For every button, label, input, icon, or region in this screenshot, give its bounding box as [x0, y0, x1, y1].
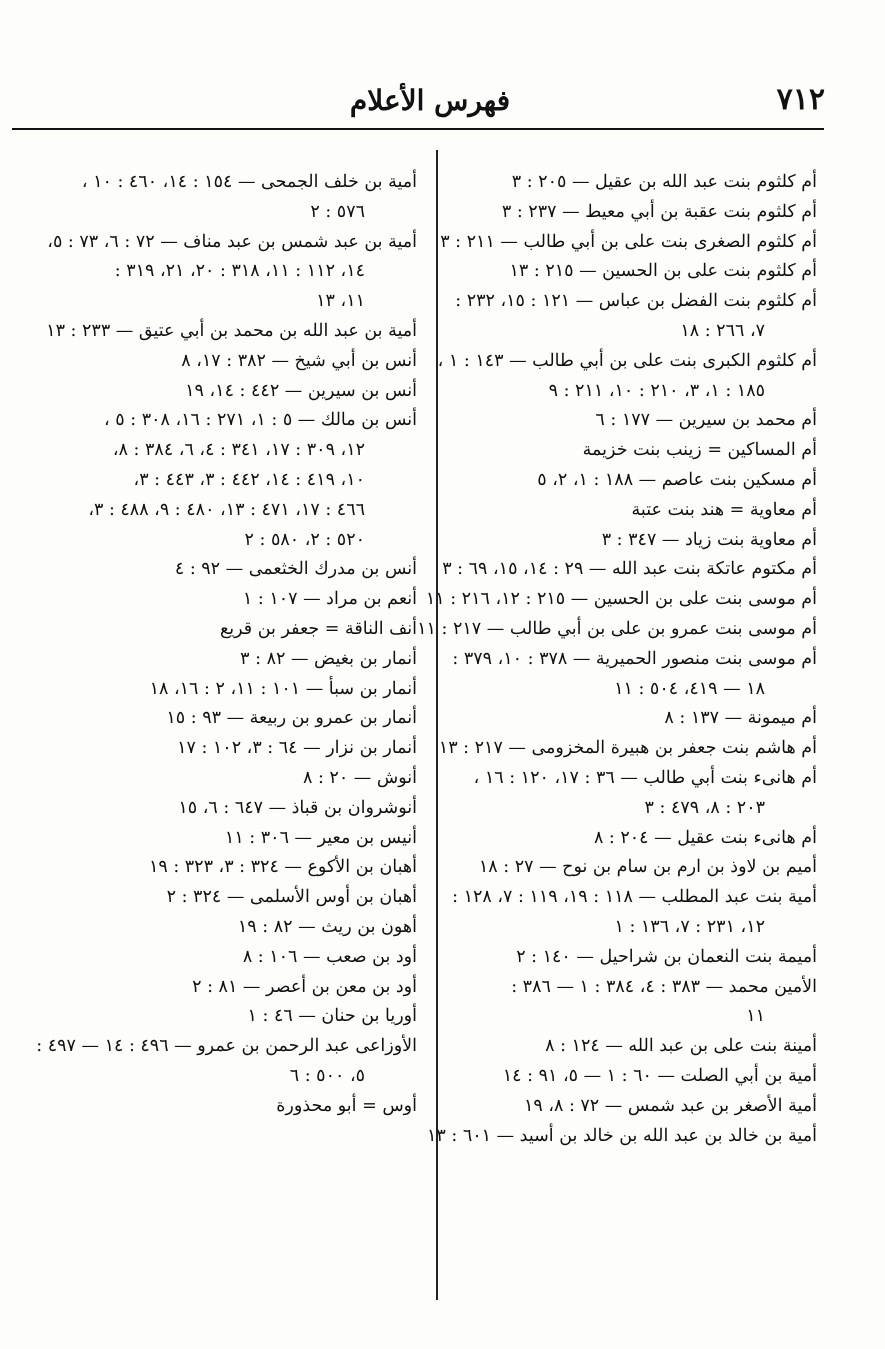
index-entry: أهبان بن الأكوع — ٣٢٤ : ٣، ٣٢٣ : ١٩: [148, 857, 417, 878]
index-entry: أم مسكين بنت عاصم — ١٨٨ : ١، ٢، ٥: [537, 469, 817, 490]
index-entry: أنس بن سيرين — ٤٤٢ : ١٤، ١٩: [185, 380, 417, 401]
index-entry: أود بن صعب — ١٠٦ : ٨: [242, 946, 417, 967]
index-entry: أم كلثوم بنت عقبة بن أبي معيط — ٢٣٧ : ٣: [501, 201, 817, 222]
index-entry-continuation: ١١: [746, 1006, 765, 1027]
index-entry-continuation: ٢٠٣ : ٨، ٤٧٩ : ٣: [644, 797, 765, 818]
index-entry: أنمار بن بغيض — ٨٢ : ٣: [240, 648, 417, 669]
index-entry-continuation: ١٢، ٢٣١ : ٧، ١٣٦ : ١: [614, 916, 765, 937]
index-entry: أم هانىء بنت عقيل — ٢٠٤ : ٨: [593, 827, 817, 848]
index-entry-continuation: ١٢، ٣٠٩ : ١٧، ٣٤١ : ٤، ٦، ٣٨٤ : ٨،: [112, 440, 365, 461]
page-number: ٧١٢: [776, 82, 825, 117]
index-column-right: [417, 168, 817, 1151]
index-entry-continuation: ١٨٥ : ١، ٣، ٢١٠ : ١٠، ٢١١ : ٩: [548, 380, 765, 401]
index-entry: أنمار بن عمرو بن ربيعة — ٩٣ : ١٥: [166, 708, 417, 729]
index-entry: أم موسى بنت على بن الحسين — ٢١٥ : ١٢، ٢١٦ : ١١: [425, 589, 817, 610]
index-entry: أم معاوية = هند بنت عتبة: [631, 499, 817, 520]
index-entry: أنف الناقة = جعفر بن قريع: [219, 618, 417, 639]
index-entry: أمية بن أبي الصلت — ٦٠ : ١ — ٥، ٩١ : ١٤: [502, 1065, 817, 1086]
index-entry: أمية بن عبد الله بن محمد بن أبي عتيق — ٢٣٣ : ١٣: [46, 320, 417, 341]
index-entry: أنيس بن معير — ٣٠٦ : ١١: [224, 827, 417, 848]
index-entry: أنس بن أبي شيخ — ٣٨٢ : ١٧، ٨: [181, 350, 417, 371]
index-entry: أم موسى بنت عمرو بن على بن أبي طالب — ٢١٧ : ١١: [417, 618, 817, 639]
index-entry: أنوشروان بن قباذ — ٦٤٧ : ٦، ١٥: [178, 797, 417, 818]
index-entry: الأوزاعى عبد الرحمن بن عمرو — ٤٩٦ : ١٤ — ٤٩٧ :: [36, 1036, 417, 1057]
index-entry: أم هاشم بنت جعفر بن هبيرة المخزومى — ٢١٧ : ١٣: [438, 738, 817, 759]
index-entry: أنس بن مالك — ٥ : ١، ٢٧١ : ١٦، ٣٠٨ : ٥ ،: [104, 410, 417, 431]
index-column-left: [17, 168, 417, 1122]
index-entry: أنس بن مدرك الخثعمى — ٩٢ : ٤: [174, 559, 417, 580]
index-entry: أوريا بن حنان — ٤٦ : ١: [247, 1006, 417, 1027]
index-entry: الأمين محمد — ٣٨٣ : ٤، ٣٨٤ : ١ — ٣٨٦ :: [511, 976, 817, 997]
index-entry: أم المساكين = زينب بنت خزيمة: [582, 440, 817, 461]
index-entry: أمية بنت عبد المطلب — ١١٨ : ١٩، ١١٩ : ٧، ١٢٨ :: [452, 887, 817, 908]
index-entry: أم كلثوم الكبرى بنت على بن أبي طالب — ١٤٣ : ١ ،: [437, 350, 817, 371]
index-entry-continuation: ١٤، ١١٢ : ١١، ٣١٨ : ٢٠، ٢١، ٣١٩ :: [114, 261, 365, 282]
index-entry: أهون بن ريث — ٨٢ : ١٩: [237, 916, 417, 937]
index-entry: أمية الأصغر بن عبد شمس — ٧٢ : ٨، ١٩: [523, 1095, 817, 1116]
index-entry: أمية بن خالد بن عبد الله بن خالد بن أسيد — ٦٠١ : ١٣: [426, 1125, 817, 1146]
index-entry: أنمار بن نزار — ٦٤ : ٣، ١٠٢ : ١٧: [177, 738, 417, 759]
index-entry: أم كلثوم بنت عبد الله بن عقيل — ٢٠٥ : ٣: [511, 172, 817, 192]
index-entry: أوس = أبو محذورة: [276, 1095, 417, 1116]
index-entry: أم موسى بنت منصور الحميرية — ٣٧٨ : ١٠، ٣٧٩ :: [452, 648, 817, 669]
index-entry: أنوش — ٢٠ : ٨: [302, 767, 417, 788]
page-title: فهرس الأعلام: [349, 84, 511, 117]
header-rule: [12, 128, 824, 130]
index-entry: أنعم بن مراد — ١٠٧ : ١: [242, 589, 417, 610]
index-entry: أنمار بن سبأ — ١٠١ : ١١، ٢ : ١٦، ١٨: [149, 678, 417, 699]
index-entry-continuation: ١١، ١٣: [316, 291, 365, 312]
index-entry-continuation: ١٨ — ٤١٩، ٥٠٤ : ١١: [614, 678, 765, 699]
index-entry: أمية بن عبد شمس بن عبد مناف — ٧٢ : ٦، ٧٣ : ٥،: [47, 231, 417, 252]
index-entry: أميم بن لاوذ بن ارم بن سام بن نوح — ٢٧ : ١٨: [478, 857, 817, 878]
index-entry-continuation: ٧، ٢٦٦ : ١٨: [680, 320, 765, 341]
index-entry: أهبان بن أوس الأسلمى — ٣٢٤ : ٢: [166, 887, 417, 908]
index-entry-continuation: ٥٢٠ : ٢، ٥٨٠ : ٢: [244, 529, 365, 550]
page-header: [0, 0, 885, 140]
index-entry-continuation: ١٠، ٤١٩ : ١٤، ٤٤٢ : ٣، ٤٤٣ : ٣،: [133, 469, 365, 490]
index-entry: أمينة بنت على بن عبد الله — ١٢٤ : ٨: [545, 1036, 817, 1057]
index-entry: أم ميمونة — ١٣٧ : ٨: [664, 708, 817, 729]
index-entry-continuation: ٥٧٦ : ٢: [310, 201, 365, 222]
index-entry: أم مكتوم عاتكة بنت عبد الله — ٢٩ : ١٤، ١٥، ٦٩ : ٣: [442, 559, 817, 580]
index-entry: أميمة بنت النعمان بن شراحيل — ١٤٠ : ٢: [516, 946, 817, 967]
index-entry: أم محمد بن سيرين — ١٧٧ : ٦: [595, 410, 817, 431]
index-entry: أم معاوية بنت زياد — ٣٤٧ : ٣: [601, 529, 817, 550]
index-entry: أم كلثوم بنت على بن الحسين — ٢١٥ : ١٣: [509, 261, 817, 282]
index-entry: أم هانىء بنت أبي طالب — ٣٦ : ١٧، ١٢٠ : ١٦ ،: [473, 767, 817, 788]
index-entry-continuation: ٥، ٥٠٠ : ٦: [289, 1065, 365, 1086]
index-entry: أمية بن خلف الجمحى — ١٥٤ : ١٤، ٤٦٠ : ١٠ ،: [81, 172, 417, 192]
index-entry: أم كلثوم الصغرى بنت على بن أبي طالب — ٢١١ : ٣: [440, 231, 817, 252]
index-entry-continuation: ٤٦٦ : ١٧، ٤٧١ : ١٣، ٤٨٠ : ٩، ٤٨٨ : ٣،: [88, 499, 365, 520]
index-entry: أم كلثوم بنت الفضل بن عباس — ١٢١ : ١٥، ٢٣٢ :: [455, 291, 817, 312]
index-entry: أود بن معن بن أعصر — ٨١ : ٢: [192, 976, 417, 997]
